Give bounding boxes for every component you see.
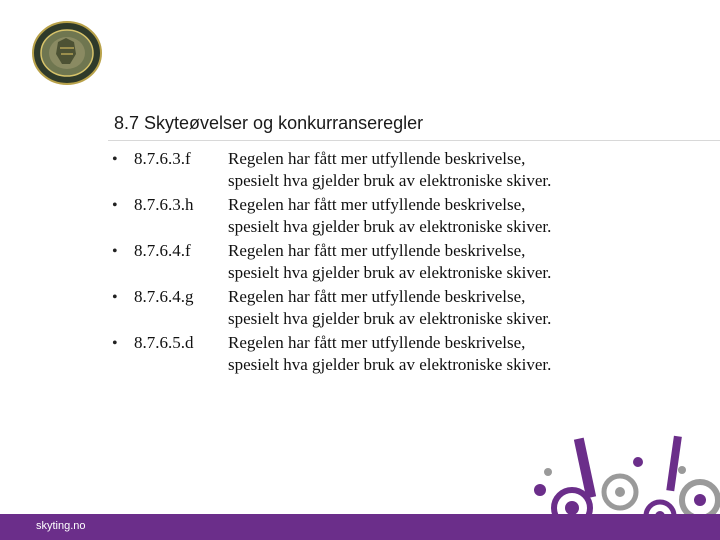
list-item <box>112 332 692 376</box>
rule-description <box>228 332 551 376</box>
slide-title: 8.7 Skyteøvelser og konkurranseregler <box>114 113 424 133</box>
rule-code: 8.7.6.5.d <box>134 333 194 352</box>
list-item <box>112 286 692 330</box>
rule-code: 8.7.6.3.f <box>134 149 191 168</box>
rule-code: 8.7.6.4.f <box>134 241 191 260</box>
footer-brand: skyting.no <box>36 520 86 532</box>
rule-description <box>228 194 551 238</box>
bullet-mark: • <box>112 197 118 214</box>
rule-description-line: spesielt hva gjelder bruk av elektroniske skiver. <box>228 263 552 282</box>
federation-seal-icon <box>30 20 104 86</box>
rule-description-line: spesielt hva gjelder bruk av elektroniske skiver. <box>228 171 552 190</box>
title-divider <box>108 140 720 141</box>
rule-description-line: Regelen har fått mer utfyllende beskrivelse, <box>228 149 526 168</box>
list-item <box>112 194 692 238</box>
bullet-mark: • <box>112 289 118 306</box>
rule-description-line: Regelen har fått mer utfyllende beskrivelse, <box>228 287 526 306</box>
rule-description <box>228 148 551 192</box>
rule-description-line: spesielt hva gjelder bruk av elektroniske skiver. <box>228 355 552 374</box>
rule-description-line: Regelen har fått mer utfyllende beskrivelse, <box>228 241 526 260</box>
list-item <box>112 240 692 284</box>
rule-description-line: Regelen har fått mer utfyllende beskrivelse, <box>228 333 526 352</box>
rule-code: 8.7.6.3.h <box>134 195 194 214</box>
rule-code: 8.7.6.4.g <box>134 287 194 306</box>
rule-description-line: spesielt hva gjelder bruk av elektroniske skiver. <box>228 217 552 236</box>
list-item <box>112 148 692 192</box>
rule-description <box>228 286 551 330</box>
rule-description-line: Regelen har fått mer utfyllende beskrivelse, <box>228 195 526 214</box>
bullet-mark: • <box>112 243 118 260</box>
rule-description <box>228 240 551 284</box>
bullet-list <box>112 148 692 378</box>
bullet-mark: • <box>112 151 118 168</box>
footer-bar <box>0 514 720 540</box>
bullet-mark: • <box>112 335 118 352</box>
rule-description-line: spesielt hva gjelder bruk av elektroniske skiver. <box>228 309 552 328</box>
